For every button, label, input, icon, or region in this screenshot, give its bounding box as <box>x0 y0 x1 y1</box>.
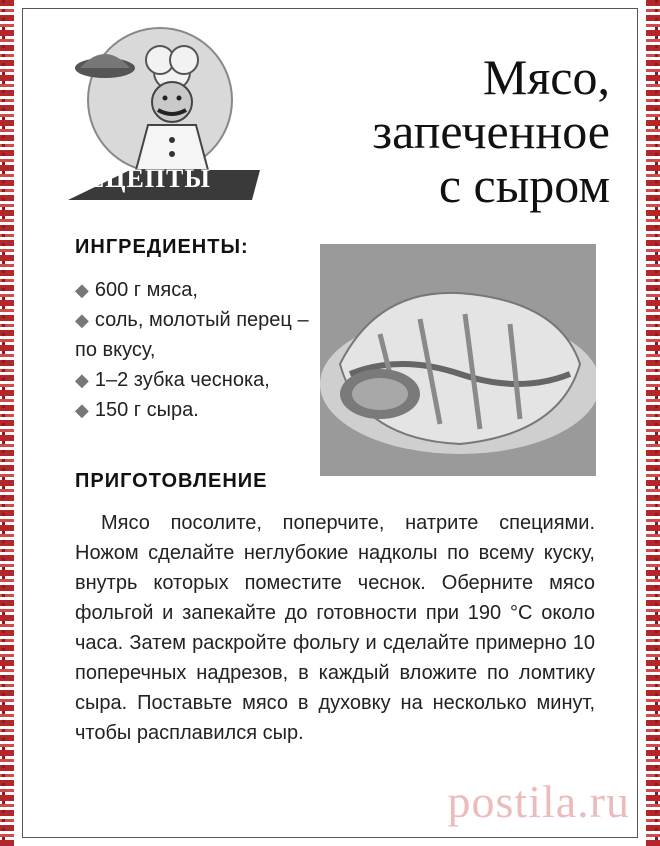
dish-photo <box>320 244 596 476</box>
list-item: ◆ 1–2 зубка чеснока, <box>75 369 270 391</box>
left-ornament-border <box>0 0 14 846</box>
list-item: ◆ соль, молотый перец – по вкусу, <box>75 309 309 361</box>
diamond-bullet-icon: ◆ <box>75 370 89 390</box>
recipe-title <box>290 50 610 212</box>
list-item: ◆ 600 г мяса, <box>75 279 198 301</box>
diamond-bullet-icon: ◆ <box>75 400 89 420</box>
logo-text: РЕЦЕПТЫ <box>70 164 211 193</box>
preparation-text: Мясо посолите, поперчите, натрите специями. Ножом сделайте неглубокие надколы по всему куску, внутрь которых поместите чеснок. Оберните мясо фольгой и запекайте до готовности при 190 °С около часа. Затем раскройте фольгу и сделайте примерно 10 поперечных надрезов, в каждый вложите по ломтику сыра. Поставьте мясо в духовку на несколько минут, чтобы расплавился сыр. <box>75 512 595 744</box>
list-item: ◆ 150 г сыра. <box>75 399 199 421</box>
ingredients-heading: ИНГРЕДИЕНТЫ: <box>75 236 249 258</box>
watermark: postila.ru <box>447 776 630 827</box>
ingredients-list <box>75 275 315 425</box>
diamond-bullet-icon: ◆ <box>75 310 89 330</box>
preparation-heading: ПРИГОТОВЛЕНИЕ <box>75 470 268 492</box>
right-ornament-border <box>646 0 660 846</box>
recipes-logo <box>60 20 260 200</box>
diamond-bullet-icon: ◆ <box>75 280 89 300</box>
title-line-2: запеченное <box>372 103 610 159</box>
title-line-1: Мясо, <box>482 49 610 105</box>
baked-meat-image <box>320 244 596 476</box>
title-line-3: с сыром <box>438 157 610 213</box>
